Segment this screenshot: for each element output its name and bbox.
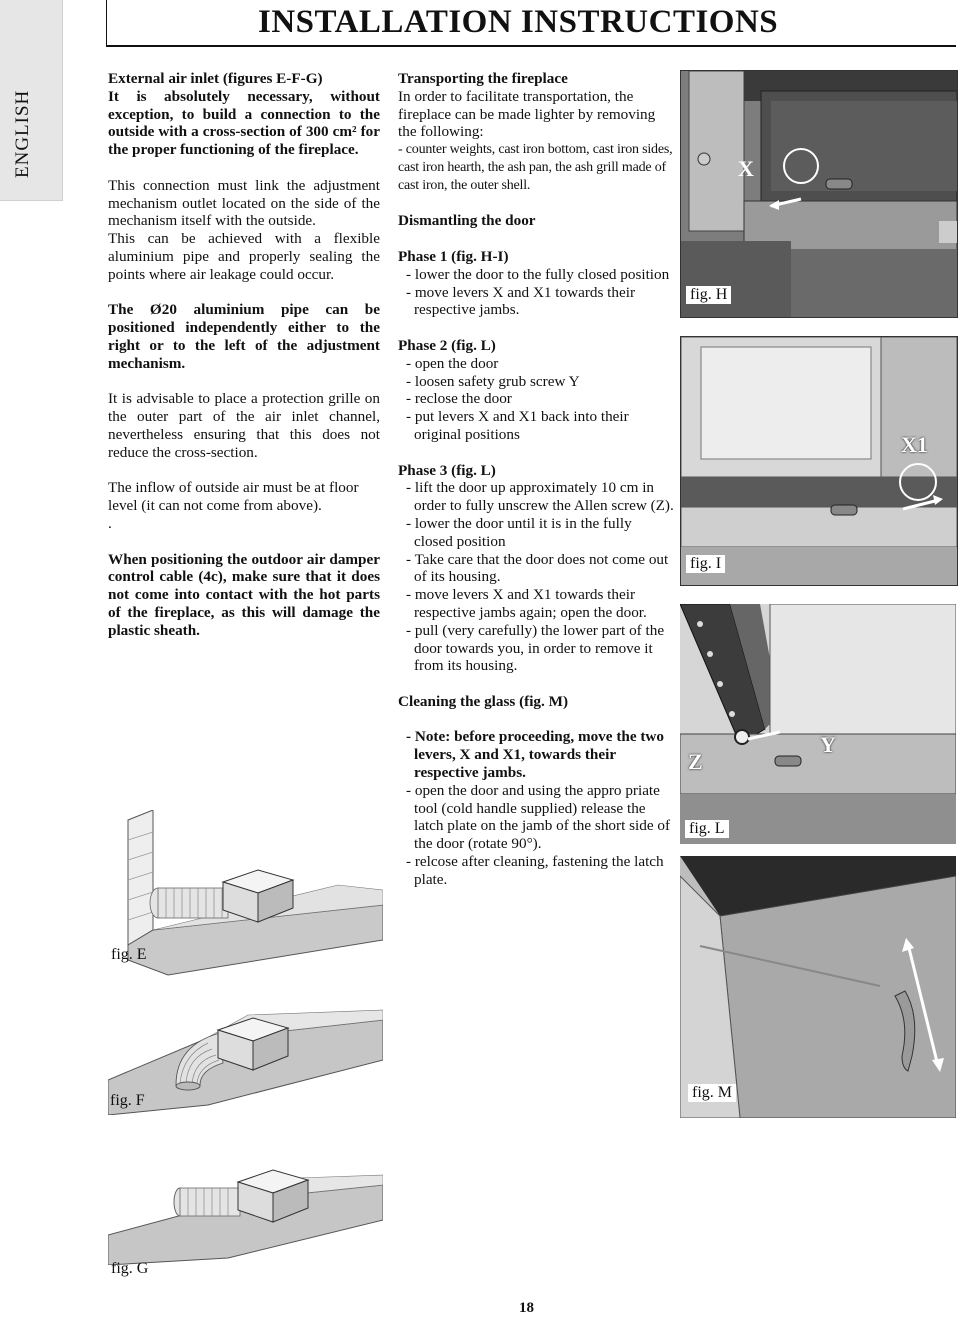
- dismantle-heading: Dismantling the door: [398, 212, 536, 230]
- figure-g-illustration: [108, 1140, 383, 1265]
- figure-m-illustration: [680, 856, 956, 1118]
- figure-f-illustration: [108, 985, 383, 1115]
- label-x: X: [738, 156, 754, 181]
- figure-i-illustration: [681, 337, 957, 585]
- phase2-heading: Phase 2 (fig. L): [398, 336, 496, 354]
- phase3-item: - Take care that the door does not come out of its housing.: [406, 550, 669, 586]
- figure-e: [108, 810, 383, 980]
- label-x1: X1: [901, 432, 928, 457]
- protection-grille-paragraph: It is advisable to place a protection grille on the outer part of the air inlet channel, nevertheless ensuring that this does not reduce the cross-section.: [108, 390, 380, 461]
- figure-h: [680, 70, 958, 318]
- language-tab: [0, 0, 63, 201]
- fig-m-label: fig. M: [688, 1084, 736, 1102]
- phase1-item: - move levers X and X1 towards their respective jambs.: [406, 283, 636, 319]
- figure-e-illustration: [108, 810, 383, 980]
- column-external-air: [108, 70, 380, 640]
- phase3-item: - lower the door until it is in the fully closed position: [406, 514, 632, 550]
- cleaning-item: - relcose after cleaning, fastening the latch plate.: [406, 853, 664, 888]
- flexible-pipe-paragraph: This can be achieved with a flexible aluminium pipe and properly sealing the points where air leakage could occur.: [108, 230, 380, 283]
- external-air-requirement: It is absolutely necessary, without exception, to build a connection to the outside with a cross-section of 300 cm² for the proper functioning of the fireplace.: [108, 87, 380, 159]
- transport-heading: Transporting the fireplace: [398, 70, 568, 87]
- phase2-item: - open the door: [406, 354, 499, 372]
- phase3-item: - move levers X and X1 towards their respective jambs again; open the door.: [406, 586, 647, 621]
- fig-i-label: fig. I: [686, 555, 725, 573]
- language-tab-label: ENGLISH: [12, 89, 33, 178]
- label-z: Z: [688, 749, 703, 774]
- label-y: Y: [820, 732, 836, 757]
- phase2-item: - loosen safety grub screw Y: [406, 372, 580, 390]
- connection-paragraph: This connection must link the adjustment mechanism outlet located on the side of the mechanism itself with the outside.: [108, 176, 380, 230]
- transport-body: In order to facilitate transportation, the fireplace can be made lighter by removing the following:: [398, 87, 656, 141]
- cleaning-note: - Note: before proceeding, move the two levers, X and X1, towards their respective jambs.: [406, 728, 664, 782]
- transport-list: - counter weights, cast iron bottom, cast iron sides, cast iron hearth, the ash pan, the ash grill made of cast iron, the outer shell.: [398, 142, 673, 193]
- phase2-item: - put levers X and X1 back into their original positions: [406, 408, 629, 443]
- figure-l-illustration: [680, 604, 956, 844]
- external-air-heading: External air inlet (figures E-F-G): [108, 70, 323, 87]
- stray-period: .: [108, 514, 112, 532]
- fig-f-label: fig. F: [110, 1092, 145, 1109]
- fig-l-label: fig. L: [685, 820, 729, 838]
- phase2-item: - reclose the door: [406, 390, 512, 408]
- cleaning-item: - open the door and using the appro priate tool (cold handle supplied) release the latch plate on the jamb of the short side of the door (rotate 90°).: [406, 781, 671, 853]
- column-transport-dismantle: [398, 70, 674, 889]
- title-rule: [106, 45, 956, 47]
- figure-m: [680, 856, 956, 1118]
- cleaning-heading: Cleaning the glass (fig. M): [398, 692, 569, 710]
- figure-f: [108, 985, 383, 1120]
- damper-cable-warning: When positioning the outdoor air damper control cable (4c), make sure that it does not come into contact with the hot parts of the fireplace, as this will damage the plastic sheath.: [108, 550, 380, 639]
- fig-h-label: fig. H: [686, 286, 731, 304]
- header-divider: [106, 0, 107, 46]
- figure-g: [108, 1140, 383, 1285]
- figure-h-illustration: [681, 71, 957, 317]
- phase1-heading: Phase 1 (fig. H-I): [398, 247, 509, 265]
- phase3-heading: Phase 3 (fig. L): [398, 461, 496, 479]
- page-title: INSTALLATION INSTRUCTIONS: [258, 4, 779, 40]
- phase1-item: - lower the door to the fully closed position: [406, 265, 670, 283]
- phase3-item: - pull (very carefully) the lower part of the door towards you, in order to remove it from its housing.: [406, 621, 665, 675]
- air-inflow-paragraph: The inflow of outside air must be at floor level (it can not come from above).: [108, 479, 359, 515]
- fig-g-label: fig. G: [111, 1260, 149, 1277]
- figure-l: [680, 604, 956, 844]
- fig-e-label: fig. E: [111, 946, 147, 963]
- pipe-position-paragraph: The Ø20 aluminium pipe can be positioned independently either to the right or to the left of the adjustment mechanism.: [108, 301, 380, 372]
- phase3-item: - lift the door up approximately 10 cm in order to fully unscrew the Allen screw (Z).: [406, 479, 674, 515]
- figure-i: [680, 336, 958, 586]
- page-number: 18: [519, 1300, 534, 1316]
